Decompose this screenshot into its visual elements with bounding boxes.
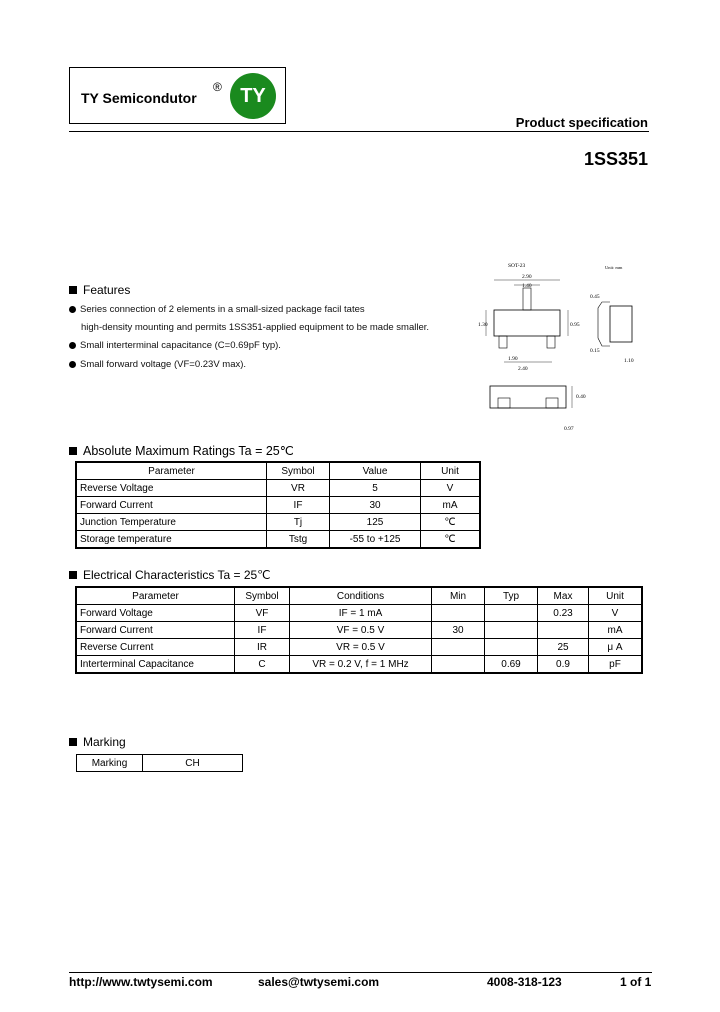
- table-cell: 0.69: [485, 656, 538, 673]
- table-cell: Reverse Voltage: [77, 480, 267, 497]
- table-cell: V: [589, 605, 642, 622]
- table-cell: [432, 656, 485, 673]
- elec-title: Electrical Characteristics Ta = 25℃: [83, 568, 271, 582]
- table-cell: Forward Current: [77, 622, 235, 639]
- diagram-package-label: SOT-23: [508, 263, 526, 269]
- table-row: [77, 656, 642, 673]
- table-cell: ℃: [421, 514, 480, 531]
- registered-mark: ®: [213, 80, 222, 94]
- table-cell: VF: [235, 605, 290, 622]
- table-cell: Forward Voltage: [77, 605, 235, 622]
- table-cell: [432, 605, 485, 622]
- table-cell: [538, 622, 589, 639]
- company-name: TY Semicondutor: [81, 90, 197, 106]
- table-header-cell: Symbol: [267, 463, 330, 480]
- marking-label-cell: Marking: [77, 755, 143, 772]
- square-bullet-icon: [69, 738, 77, 746]
- table-header-cell: Conditions: [290, 588, 432, 605]
- marking-title: Marking: [83, 735, 126, 749]
- table-cell: IF = 1 mA: [290, 605, 432, 622]
- diagram-dim-label: 0.45: [590, 294, 600, 300]
- table-header-cell: Parameter: [77, 588, 235, 605]
- marking-table: [76, 754, 243, 772]
- table-header-cell: Unit: [421, 463, 480, 480]
- features-heading: [69, 283, 130, 297]
- bullet-icon: [69, 342, 76, 349]
- diagram-dim-label: 1.30: [478, 322, 488, 328]
- elec-heading: [69, 568, 271, 582]
- abs-max-heading: [69, 443, 294, 458]
- table-cell: Storage temperature: [77, 531, 267, 548]
- table-header-cell: Min: [432, 588, 485, 605]
- table-cell: VR = 0.5 V: [290, 639, 432, 656]
- table-cell: Reverse Current: [77, 639, 235, 656]
- table-row: [77, 639, 642, 656]
- footer-email-link[interactable]: sales@twtysemi.com: [258, 975, 380, 989]
- square-bullet-icon: [69, 286, 77, 294]
- diagram-bottom-lead-right: [547, 336, 555, 348]
- table-header-cell: Symbol: [235, 588, 290, 605]
- table-cell: VR = 0.2 V, f = 1 MHz: [290, 656, 432, 673]
- table-row: [77, 480, 480, 497]
- table-cell: 25: [538, 639, 589, 656]
- header-rule: [69, 131, 649, 132]
- footer-page-number: 1 of 1: [620, 975, 652, 989]
- company-logo: [230, 73, 276, 119]
- table-cell: V: [421, 480, 480, 497]
- footer-rule: [69, 972, 652, 973]
- table-cell: mA: [589, 622, 642, 639]
- table-cell: VF = 0.5 V: [290, 622, 432, 639]
- diagram-top-lead: [523, 288, 531, 310]
- table-cell: [485, 605, 538, 622]
- table-cell: IF: [267, 497, 330, 514]
- table-cell: [485, 639, 538, 656]
- diagram-bottom-pad: [498, 398, 510, 408]
- table-cell: 5: [330, 480, 421, 497]
- bullet-icon: [69, 306, 76, 313]
- table-header-cell: Parameter: [77, 463, 267, 480]
- marking-heading: [69, 735, 126, 749]
- diagram-dim-label: 0.15: [590, 348, 600, 354]
- table-cell: Tstg: [267, 531, 330, 548]
- part-number: 1SS351: [583, 149, 648, 169]
- features-title: Features: [83, 283, 131, 297]
- diagram-dim-label: 1.40: [522, 283, 532, 289]
- diagram-dim-label: 1.90: [508, 356, 518, 362]
- table-cell: -55 to +125: [330, 531, 421, 548]
- table-cell: mA: [421, 497, 480, 514]
- diagram-dim-label: 2.40: [518, 366, 528, 372]
- feature-item-2: Small interterminal capacitance (C=0.69pF typ).: [69, 340, 281, 351]
- table-header-cell: Unit: [589, 588, 642, 605]
- abs-max-table: [76, 462, 480, 548]
- square-bullet-icon: [69, 447, 77, 455]
- diagram-dim-label: 0.40: [576, 394, 586, 400]
- table-cell: 0.9: [538, 656, 589, 673]
- square-bullet-icon: [69, 571, 77, 579]
- diagram-unit-note: Unit: mm: [605, 265, 623, 270]
- logo-letters: TY: [240, 84, 266, 107]
- elec-table: [76, 587, 642, 673]
- table-header-row: [77, 463, 480, 480]
- diagram-dim-label: 2.90: [522, 274, 532, 280]
- footer-website-link[interactable]: http://www.twtysemi.com: [69, 975, 213, 989]
- table-row: [77, 622, 642, 639]
- diagram-bottom-pad: [546, 398, 558, 408]
- bullet-icon: [69, 361, 76, 368]
- table-cell: pF: [589, 656, 642, 673]
- table-header-row: [77, 588, 642, 605]
- table-cell: [432, 639, 485, 656]
- table-cell: Tj: [267, 514, 330, 531]
- feature-item-1-cont: high-density mounting and permits 1SS351-applied equipment to be made smaller.: [81, 322, 430, 333]
- spec-label: Product specification: [515, 115, 648, 130]
- feature-item-3: Small forward voltage (VF=0.23V max).: [69, 359, 246, 370]
- feature-item-1: Series connection of 2 elements in a small-sized package facil tates: [69, 304, 365, 315]
- diagram-dim-label: 0.97: [564, 426, 574, 432]
- marking-value-cell: CH: [143, 755, 243, 772]
- table-header-cell: Typ: [485, 588, 538, 605]
- table-cell: μ A: [589, 639, 642, 656]
- table-header-cell: Max: [538, 588, 589, 605]
- table-cell: 30: [432, 622, 485, 639]
- table-cell: 125: [330, 514, 421, 531]
- package-outline-diagram: [470, 258, 650, 440]
- diagram-top-body: [494, 310, 560, 336]
- diagram-side-lead: [598, 302, 610, 346]
- table-row: [77, 514, 480, 531]
- footer-phone: 4008-318-123: [487, 975, 562, 989]
- diagram-side-body: [610, 306, 632, 342]
- table-cell: 0.23: [538, 605, 589, 622]
- abs-max-title: Absolute Maximum Ratings Ta = 25℃: [83, 444, 294, 458]
- table-cell: Junction Temperature: [77, 514, 267, 531]
- diagram-dim-label: 0.95: [570, 322, 580, 328]
- table-row: [77, 497, 480, 514]
- table-cell: Interterminal Capacitance: [77, 656, 235, 673]
- table-cell: IF: [235, 622, 290, 639]
- table-cell: ℃: [421, 531, 480, 548]
- table-cell: 30: [330, 497, 421, 514]
- table-cell: C: [235, 656, 290, 673]
- table-row: [77, 531, 480, 548]
- table-row: [77, 755, 243, 772]
- table-cell: Forward Current: [77, 497, 267, 514]
- table-cell: [485, 622, 538, 639]
- diagram-dim-label: 1.10: [624, 358, 634, 364]
- table-cell: IR: [235, 639, 290, 656]
- table-header-cell: Value: [330, 463, 421, 480]
- diagram-bottom-body: [490, 386, 566, 408]
- table-row: [77, 605, 642, 622]
- diagram-bottom-lead-left: [499, 336, 507, 348]
- table-cell: VR: [267, 480, 330, 497]
